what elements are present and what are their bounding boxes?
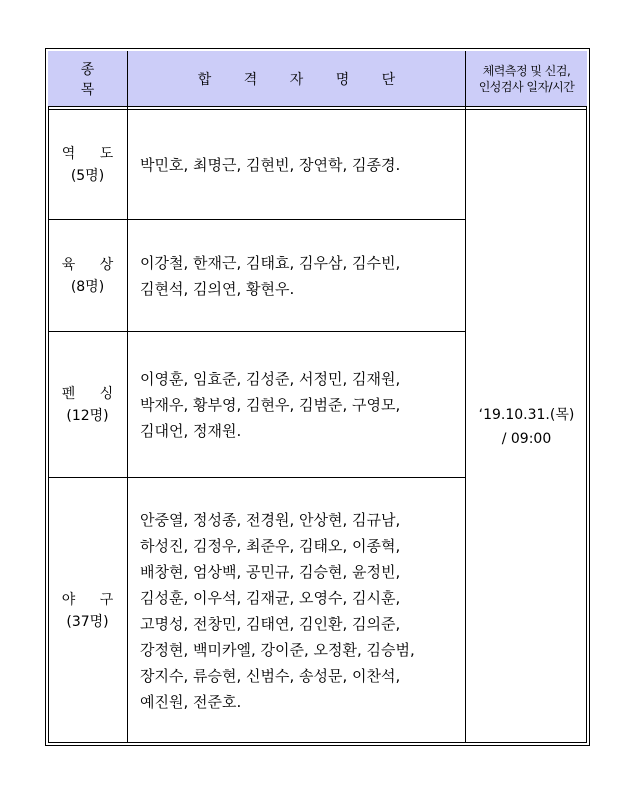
header-names-label: 합 격 자 명 단: [197, 71, 410, 88]
sport-count: (8명): [70, 278, 105, 295]
sport-count: (12명): [66, 407, 109, 424]
schedule-date: ‘19.10.31.(목): [478, 407, 575, 423]
sport-name: 야 구: [61, 591, 124, 608]
table-row-names: [128, 220, 465, 331]
sport-name: 펜 싱: [61, 385, 124, 402]
header-sport: [48, 51, 127, 106]
table-row-names: [128, 110, 465, 219]
table-row-sport: [48, 332, 127, 477]
passer-names: 이강철, 한재근, 김태효, 김우삼, 김수빈, 김현석, 김의연, 황현우.: [140, 253, 401, 298]
schedule-time: / 09:00: [501, 431, 552, 447]
passer-names: 안중열, 정성종, 전경원, 안상현, 김규남, 하성진, 김정우, 최준우, 김태오, 이종혁, 배창현, 엄상백, 공민규, 김승현, 윤정빈, 김성훈, 이우석, 김재균, 오영수, 김시훈, 고명성, 전창민, 김태연, 김인환, 김의준, 강정현, 백미카엘, 강이준, 오정환, 김승범, 장지수, 류승현, 신범수, 송성문, 이찬석, 예진원, 전준호.: [140, 510, 415, 711]
header-divider: [48, 106, 587, 107]
header-sport-label: 종 목: [80, 61, 107, 98]
header-names: [128, 51, 465, 106]
sport-name: 육 상: [61, 256, 124, 273]
sport-count: (37명): [66, 613, 109, 630]
table-row-names: [128, 332, 465, 477]
sport-name: 역 도: [61, 145, 124, 162]
header-schedule-line1: 체력측정 및 신검,: [482, 63, 571, 78]
schedule-cell: [466, 111, 587, 743]
header-schedule: [466, 51, 587, 106]
table-row-sport: [48, 110, 127, 219]
table-row-sport: [48, 220, 127, 331]
sport-count: (5명): [70, 167, 105, 184]
passer-names: 박민호, 최명근, 김현빈, 장연학, 김종경.: [140, 155, 401, 174]
passer-names: 이영훈, 임효준, 김성준, 서정민, 김재원, 박재우, 황부영, 김현우, 김범준, 구영모, 김대언, 정재원.: [140, 369, 401, 440]
table-row-names: [128, 478, 465, 743]
table-row-sport: [48, 478, 127, 743]
header-schedule-line2: 인성검사 일자/시간: [478, 79, 575, 94]
